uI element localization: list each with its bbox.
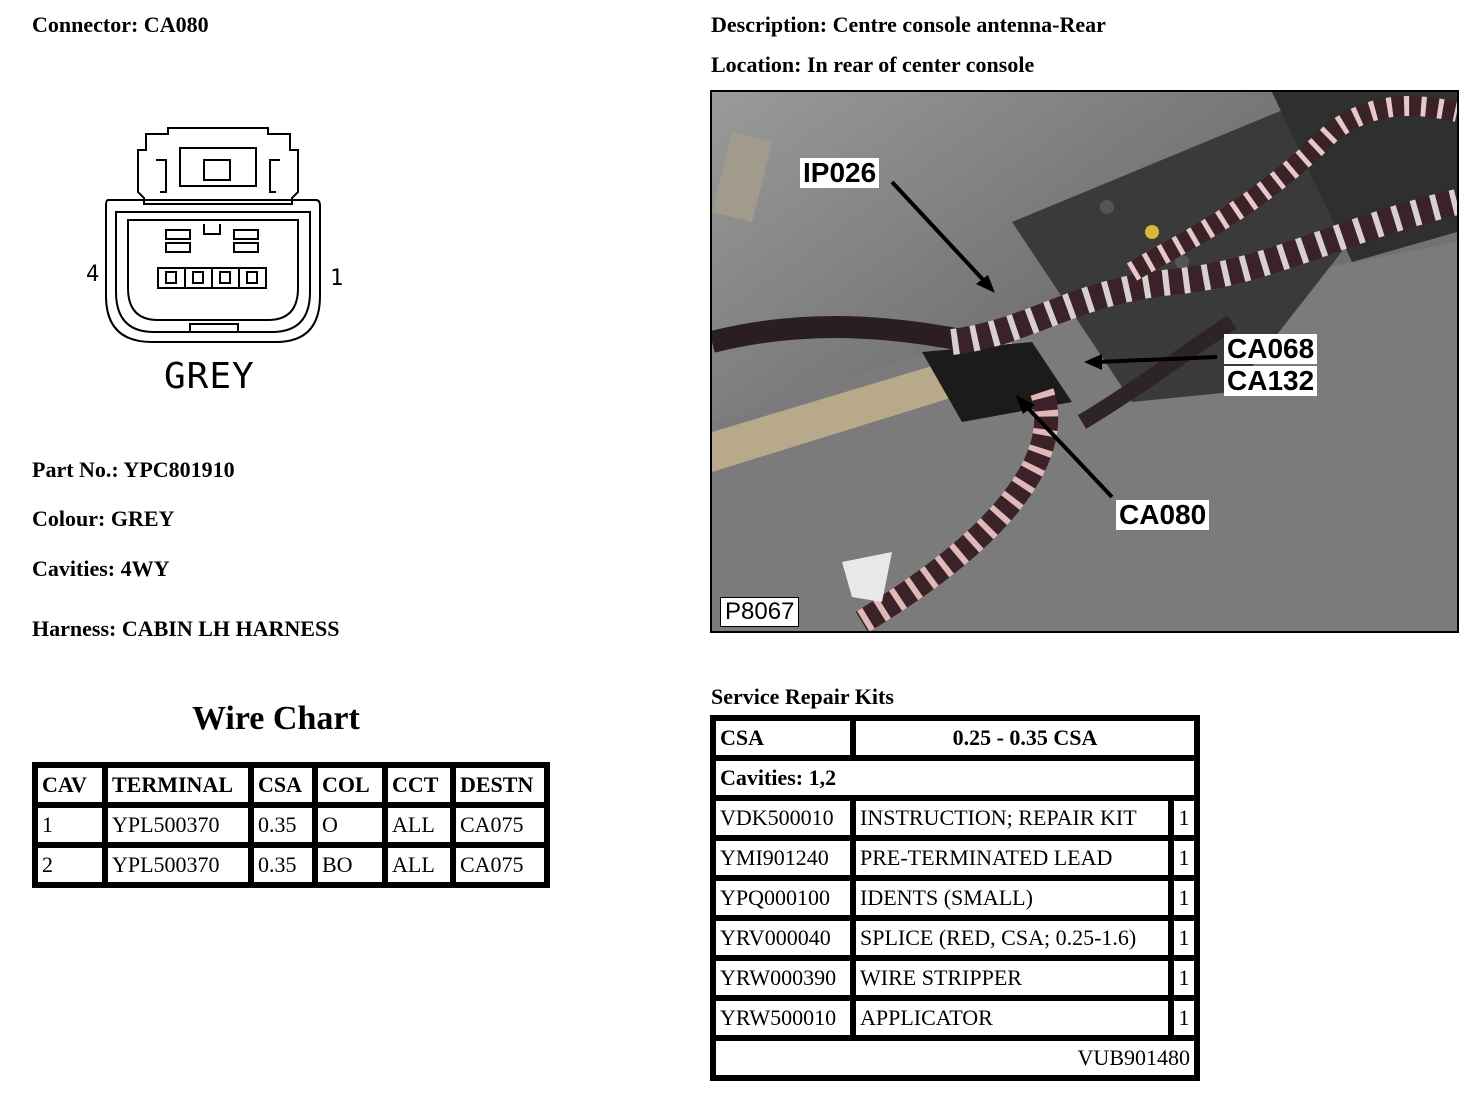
table-cell: 1 xyxy=(1171,918,1197,958)
table-cell: YRW000390 xyxy=(713,958,853,998)
header-cell: COL xyxy=(315,765,385,805)
kit-number-cell: VUB901480 xyxy=(713,1038,1197,1078)
table-cell: PRE-TERMINATED LEAD xyxy=(853,838,1171,878)
connector-label: Connector: CA080 xyxy=(32,12,209,37)
header-cell: TERMINAL xyxy=(105,765,251,805)
connector-colour-label: GREY xyxy=(164,356,255,397)
description-label: Description: Centre console antenna-Rear xyxy=(711,12,1106,37)
callout-ca080: CA080 xyxy=(1116,500,1209,530)
connector-face-diagram xyxy=(80,120,360,420)
table-cell: BO xyxy=(315,845,385,885)
harness-info: Harness: CABIN LH HARNESS xyxy=(32,616,340,641)
table-cell: ALL xyxy=(385,845,453,885)
pin-1-label: 1 xyxy=(330,266,344,291)
table-cell: 1 xyxy=(1171,838,1197,878)
table-cell: IDENTS (SMALL) xyxy=(853,878,1171,918)
table-cell: INSTRUCTION; REPAIR KIT xyxy=(853,798,1171,838)
cavities-info: Cavities: 4WY xyxy=(32,556,170,581)
pin-4-label: 4 xyxy=(86,262,100,287)
table-cell: YRW500010 xyxy=(713,998,853,1038)
table-row xyxy=(713,718,1197,758)
table-cell: YRV000040 xyxy=(713,918,853,958)
header-cell: DESTN xyxy=(453,765,547,805)
header-cell: CSA xyxy=(251,765,315,805)
table-row xyxy=(713,958,1197,998)
table-cell: CA075 xyxy=(453,805,547,845)
table-cell: 1 xyxy=(1171,958,1197,998)
service-kits-title: Service Repair Kits xyxy=(711,684,894,709)
table-row xyxy=(35,805,547,845)
table-cell: YPL500370 xyxy=(105,805,251,845)
table-cell: 2 xyxy=(35,845,105,885)
table-row xyxy=(35,845,547,885)
table-cell: 0.35 xyxy=(251,805,315,845)
photo-id: P8067 xyxy=(720,597,799,627)
table-row xyxy=(713,798,1197,838)
table-cell: APPLICATOR xyxy=(853,998,1171,1038)
location-label: Location: In rear of center console xyxy=(711,52,1035,77)
callout-ca068: CA068 xyxy=(1224,334,1317,364)
table-row xyxy=(713,1038,1197,1078)
table-cell: 1 xyxy=(1171,798,1197,838)
header-cell: CCT xyxy=(385,765,453,805)
table-cell: SPLICE (RED, CSA; 0.25-1.6) xyxy=(853,918,1171,958)
table-cell: WIRE STRIPPER xyxy=(853,958,1171,998)
table-cell: 1 xyxy=(35,805,105,845)
table-cell: 1 xyxy=(1171,878,1197,918)
table-row xyxy=(713,758,1197,798)
table-header-row xyxy=(35,765,547,805)
table-cell: 1 xyxy=(1171,998,1197,1038)
table-cell: ALL xyxy=(385,805,453,845)
location-photo xyxy=(710,90,1459,633)
table-row xyxy=(713,838,1197,878)
table-cell: YMI901240 xyxy=(713,838,853,878)
header-cell: CAV xyxy=(35,765,105,805)
csa-value-cell: 0.25 - 0.35 CSA xyxy=(853,718,1197,758)
wire-chart-table xyxy=(32,762,550,888)
table-cell: YPQ000100 xyxy=(713,878,853,918)
table-cell: O xyxy=(315,805,385,845)
csa-label-cell: CSA xyxy=(713,718,853,758)
cavities-cell: Cavities: 1,2 xyxy=(713,758,1197,798)
callout-ip026: IP026 xyxy=(800,158,879,188)
part-number: Part No.: YPC801910 xyxy=(32,457,235,482)
table-cell: VDK500010 xyxy=(713,798,853,838)
service-kits-table xyxy=(710,715,1200,1081)
table-cell: YPL500370 xyxy=(105,845,251,885)
table-row xyxy=(713,918,1197,958)
table-cell: 0.35 xyxy=(251,845,315,885)
wire-chart-title: Wire Chart xyxy=(192,700,360,737)
table-row xyxy=(713,878,1197,918)
colour-info: Colour: GREY xyxy=(32,506,175,531)
callout-ca132: CA132 xyxy=(1224,366,1317,396)
table-cell: CA075 xyxy=(453,845,547,885)
table-row xyxy=(713,998,1197,1038)
